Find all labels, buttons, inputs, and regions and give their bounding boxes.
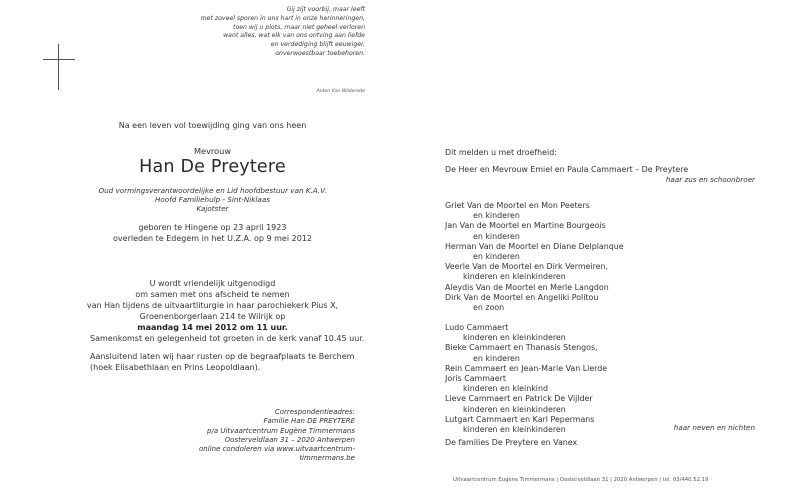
family-entry: en kinderen (473, 252, 520, 262)
deceased-name: Han De Preytere (139, 157, 286, 177)
relation-label: haar zus en schoonbroer (665, 175, 755, 184)
poem-line: Gij zijt voorbij, maar leeft (286, 6, 365, 13)
corr-line: p/a Uitvaartcentrum Eugène Timmermans (207, 426, 355, 435)
poem-line: want alles, wat elk van ons ontving aan liefde (223, 32, 365, 40)
family-entry: Dirk Van de Moortel en Angeliki Politou (445, 292, 599, 302)
invite-line: Groenenborgerlaan 214 te Wilrijk op (139, 312, 286, 321)
footer-contact: Uitvaartcentrum Eugène Timmermans | Oosterveldlaan 31 | 2020 Antwerpen | tel. 03/440.52.19 (453, 477, 709, 483)
poem-line: en verdediging blijft eeuwiger, (270, 41, 365, 49)
invite-line: van Han tijdens de uitvaartliturgie in haar parochiekerk Pius X, (86, 301, 339, 310)
family-list-2 (445, 323, 607, 435)
corr-line: Oosterveldlaan 31 – 2020 Antwerpen (224, 435, 355, 444)
correspondence-address (160, 408, 355, 464)
poem-author: Anton Van Wilderode (316, 89, 365, 94)
families-line: De families De Preytere en Vanex (445, 438, 578, 447)
family-entry: Lutgart Cammaert en Karl Pepermans (445, 414, 595, 424)
birth-line: geboren te Hingene op 23 april 1923 (138, 223, 287, 232)
family-entry: en kinderen (473, 231, 520, 241)
gathering-text: Samenkomst en gelegenheid tot groeten in de kerk vanaf 10.45 uur. (90, 334, 365, 343)
family-entry: en zoon (473, 303, 505, 313)
corr-line: online condoleren via www.uitvaartcentrum-timmermans.be (199, 445, 355, 463)
family-entry: kinderen en kleinkind (463, 384, 549, 394)
family-entry: Lieve Cammaert en Patrick De Vijlder (445, 394, 593, 404)
ceremony-date-time: maandag 14 mei 2012 om 11 uur. (137, 323, 288, 332)
family-entry: kinderen en kleinkinderen (463, 333, 566, 343)
family-entry: Aleydis Van de Moortel en Merle Langdon (445, 282, 609, 292)
roles (30, 186, 395, 214)
corr-line: Familie Han DE PREYTERE (263, 417, 355, 426)
poem-line: onverwoestbaar toebehoren. (275, 49, 365, 57)
role-line: Kajotster (196, 204, 229, 214)
family-entry: Veerle Van de Moortel en Dirk Vermeiren, (445, 262, 609, 272)
announcement-intro: Dit melden u met droefheid: (445, 148, 557, 157)
sister-and-brother-in-law: De Heer en Mevrouw Emiel en Paula Cammaert – De Preytere (445, 165, 689, 174)
family-entry: kinderen en kleinkinderen (463, 272, 566, 282)
family-entry: en kinderen (473, 353, 520, 363)
family-entry: Herman Van de Moortel en Diane Delplanque (445, 241, 624, 251)
intro-text: Na een leven vol toewijding ging van ons heen (118, 121, 307, 130)
family-entry: Bieke Cammaert en Thanasis Stengos, (445, 343, 598, 353)
poem (160, 6, 365, 59)
burial-line: Aansluitend laten wij haar rusten op de begraafplaats te Berchem (90, 352, 355, 361)
family-entry: Jan Van de Moortel en Martine Bourgeois (445, 221, 606, 231)
invite-line: U wordt vriendelijk uitgenodigd (149, 279, 276, 288)
family-entry: en kinderen (473, 211, 520, 221)
invite-line: om samen met ons afscheid te nemen (135, 290, 290, 299)
family-entry: Rein Cammaert en Jean-Marie Van Lierde (445, 363, 608, 373)
poem-line: met zoveel sporen in ons hart in onze herinneringen, (200, 14, 365, 22)
corr-line: Correspondentieadres: (274, 408, 355, 416)
family-entry: kinderen en kleinkinderen (463, 425, 566, 435)
burial-text (90, 351, 354, 373)
role-line: Hoofd Familiehulp - Sint-Niklaas (155, 195, 270, 205)
poem-line: toen wij u plots, maar niet geheel verloren (233, 23, 365, 31)
family-entry: Joris Cammaert (445, 374, 506, 384)
family-entry: kinderen en kleinkinderen (463, 404, 566, 414)
family-list-1 (445, 201, 624, 313)
role-line: Oud vormingsverantwoordelijke en Lid hoofdbestuur van K.A.V. (98, 186, 327, 195)
relation-label: haar neven en nichten (673, 423, 755, 432)
life-dates (30, 222, 395, 244)
ceremony-invitation (30, 278, 395, 333)
family-entry: Griet Van de Moortel en Mon Peeters (445, 201, 590, 210)
burial-line: (hoek Elisabethlaan en Prins Leopoldlaan). (90, 363, 261, 372)
family-entry: Ludo Cammaert (445, 323, 509, 332)
honorific: Mevrouw (193, 146, 232, 156)
death-line: overleden te Edegem in het U.Z.A. op 9 mei 2012 (113, 234, 312, 243)
